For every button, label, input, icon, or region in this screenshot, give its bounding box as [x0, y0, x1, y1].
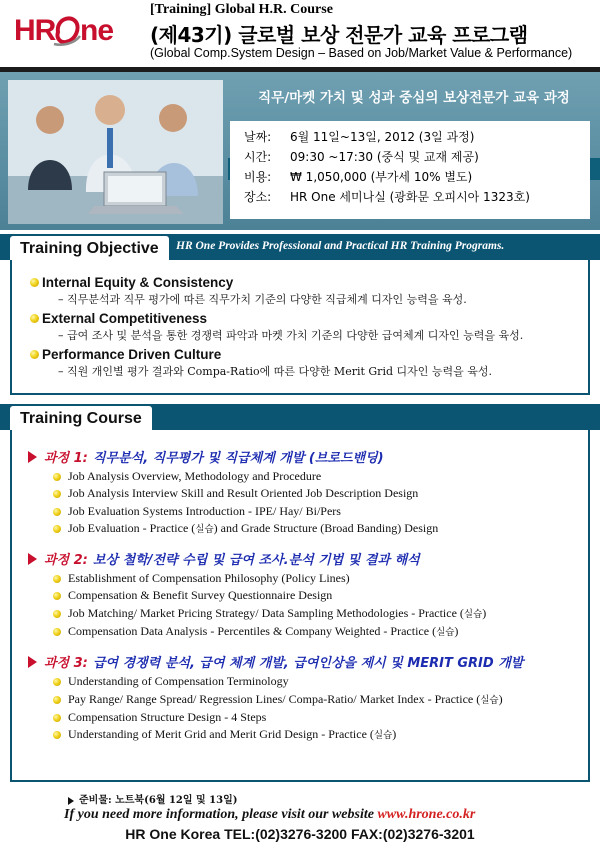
- course-item: [12, 673, 588, 690]
- module-1-heading: [12, 446, 588, 468]
- practice-tag: 실습: [480, 694, 499, 706]
- business-team-photo: [8, 80, 223, 224]
- course-item: [12, 520, 588, 538]
- contact-line: HR One Korea TEL:(02)3276-3200 FAX:(02)3276-3201: [125, 826, 475, 842]
- more-info-line: [64, 807, 475, 823]
- course-label: [Training] Global H.R. Course: [150, 2, 333, 17]
- course-item-text: Job Matching/ Market Pricing Strategy/ Data Sampling Methodologies - Practice (: [68, 605, 464, 620]
- yellow-dot-icon: [53, 610, 61, 618]
- yellow-dot-icon: [53, 525, 61, 533]
- yellow-dot-icon: [53, 628, 61, 636]
- practice-tag: 실습: [463, 608, 483, 620]
- info-label: 날짜:: [244, 130, 272, 144]
- course-item: [12, 709, 588, 726]
- practice-tag: 실습: [373, 730, 393, 742]
- page-header: [0, 0, 600, 72]
- course-item-text: Job Evaluation - Practice (: [68, 520, 196, 535]
- course-item-text: Pay Range/ Range Spread/ Regression Lines/ Compa-Ratio/ Market Index - Practice (: [68, 691, 481, 706]
- objective-desc: – 직원 개인별 평가 결과와 Compa-Ratio에 따른 다양한 Merit Grid 디자인 능력을 육성.: [58, 365, 492, 378]
- page-title: (제43기) 글로벌 보상 전문가 교육 프로그램: [150, 23, 528, 47]
- course-item: [12, 570, 588, 587]
- course-info-box: [230, 121, 590, 219]
- yellow-dot-icon: [53, 508, 61, 516]
- objective-panel: [10, 260, 590, 395]
- red-arrow-icon: [28, 656, 37, 668]
- course-item-text: Understanding of Merit Grid and Merit Grid Design - Practice (: [68, 727, 374, 742]
- objective-desc: – 직무분석과 직무 평가에 따른 직무가치 기준의 다양한 직급체계 디자인 능력을 육성.: [58, 293, 467, 306]
- course-item-text: Compensation & Benefit Survey Questionnaire Design: [68, 588, 333, 603]
- yellow-dot-icon: [53, 731, 61, 739]
- swoosh-o-icon: [52, 10, 82, 50]
- course-item: [12, 605, 588, 623]
- course-item: [12, 503, 588, 520]
- yellow-dot-icon: [53, 473, 61, 481]
- red-arrow-icon: [28, 553, 37, 565]
- yellow-dot-icon: [53, 696, 61, 704]
- yellow-dot-icon: [30, 278, 39, 287]
- yellow-dot-icon: [30, 350, 39, 359]
- yellow-dot-icon: [53, 575, 61, 583]
- info-label: 시간:: [244, 150, 272, 164]
- more-info-text: If you need more information, please visit our website: [64, 807, 378, 822]
- course-item: [12, 485, 588, 502]
- preparation-note: [68, 791, 237, 806]
- course-item: [12, 691, 588, 709]
- objective-desc: – 급여 조사 및 분석을 통한 경쟁력 파악과 마켓 가치 기준의 다양한 급여체계 디자인 능력을 육성.: [58, 329, 524, 342]
- course-item-text: Job Evaluation Systems Introduction - IPE/ Hay/ Bi/Pers: [68, 503, 341, 518]
- page-subtitle: (Global Comp.System Design – Based on Job/Market Value & Performance): [150, 46, 573, 60]
- objective-item: [12, 310, 588, 344]
- module-title: 직무분석, 직무평가 및 직급체계 개발 (브로드밴딩): [92, 451, 384, 466]
- info-cost: [244, 167, 576, 187]
- practice-tag: 실습: [436, 627, 455, 639]
- course-item-text-after: ): [392, 727, 397, 742]
- course-item-text: Job Analysis Interview Skill and Result Oriented Job Description Design: [68, 486, 419, 501]
- yellow-dot-icon: [53, 714, 61, 722]
- objective-tab: Training Objective: [10, 236, 169, 260]
- info-value: 6월 11일~13일, 2012 (3일 과정): [290, 130, 475, 144]
- module-2-heading: [12, 548, 588, 570]
- course-item: [12, 623, 588, 641]
- practice-tag: 실습: [195, 523, 214, 535]
- team-photo-illustration: [8, 80, 223, 224]
- course-panel: [10, 430, 590, 782]
- info-venue: [244, 187, 576, 207]
- info-label: 비용:: [244, 170, 272, 184]
- module-number: 과정 1:: [44, 451, 88, 466]
- course-item-text-after: ): [498, 691, 503, 706]
- course-item-text-after: ) and Grade Structure (Broad Banding) Design: [213, 520, 439, 535]
- hrone-logo: [14, 10, 132, 54]
- module-number: 과정 2:: [44, 553, 88, 569]
- module-title: 보상 철학/전략 수립 및 급여 조사.분석 기법 및 결과 해석: [92, 553, 420, 569]
- banner-heading: 직무/마켓 가치 및 성과 중심의 보상전문가 교육 과정: [258, 90, 570, 106]
- info-value: HR One 세미나실 (광화문 오피시아 1323호): [290, 190, 530, 204]
- objective-tagline: HR One Provides Professional and Practical HR Training Programs.: [176, 240, 505, 252]
- info-label: 장소:: [244, 190, 272, 204]
- course-item: [12, 468, 588, 485]
- yellow-dot-icon: [53, 678, 61, 686]
- yellow-dot-icon: [30, 314, 39, 323]
- info-value: 09:30 ~17:30 (중식 및 교재 제공): [290, 150, 479, 164]
- logo-text-one: ne: [80, 14, 114, 47]
- course-item-text-after: ): [482, 605, 487, 620]
- info-time: [244, 147, 576, 167]
- triangle-right-icon: [68, 797, 74, 805]
- objective-title: Performance Driven Culture: [42, 347, 222, 362]
- info-value: ₩ 1,050,000 (부가세 10% 별도): [290, 170, 473, 184]
- info-date: [244, 127, 576, 147]
- course-item-text-after: ): [454, 624, 459, 639]
- course-item-text: Establishment of Compensation Philosophy (Policy Lines): [68, 571, 350, 586]
- red-arrow-icon: [28, 451, 37, 463]
- objective-title: Internal Equity & Consistency: [42, 275, 234, 290]
- module-3-heading: [12, 651, 588, 673]
- course-item: [12, 726, 588, 744]
- course-item-text: Compensation Data Analysis - Percentiles & Company Weighted - Practice (: [68, 624, 437, 639]
- course-item-text: Job Analysis Overview, Methodology and Procedure: [68, 469, 322, 483]
- course-item-text: Compensation Structure Design - 4 Steps: [68, 709, 267, 724]
- course-item-text: Understanding of Compensation Terminology: [68, 674, 289, 689]
- objective-title: External Competitiveness: [42, 311, 208, 326]
- website-link[interactable]: www.hrone.co.kr: [377, 807, 476, 822]
- yellow-dot-icon: [53, 592, 61, 600]
- course-item: [12, 587, 588, 604]
- preparation-text: 준비물: 노트북(6월 12일 및 13일): [79, 795, 238, 806]
- yellow-dot-icon: [53, 490, 61, 498]
- module-title: 급여 경쟁력 분석, 급여 체계 개발, 급여인상을 제시 및 MERIT GRID 개발: [92, 656, 524, 672]
- objective-item: [12, 346, 588, 380]
- logo-text-hr: HR: [14, 14, 56, 47]
- course-tab: Training Course: [10, 406, 152, 430]
- module-number: 과정 3:: [44, 656, 88, 672]
- objective-item: [12, 274, 588, 308]
